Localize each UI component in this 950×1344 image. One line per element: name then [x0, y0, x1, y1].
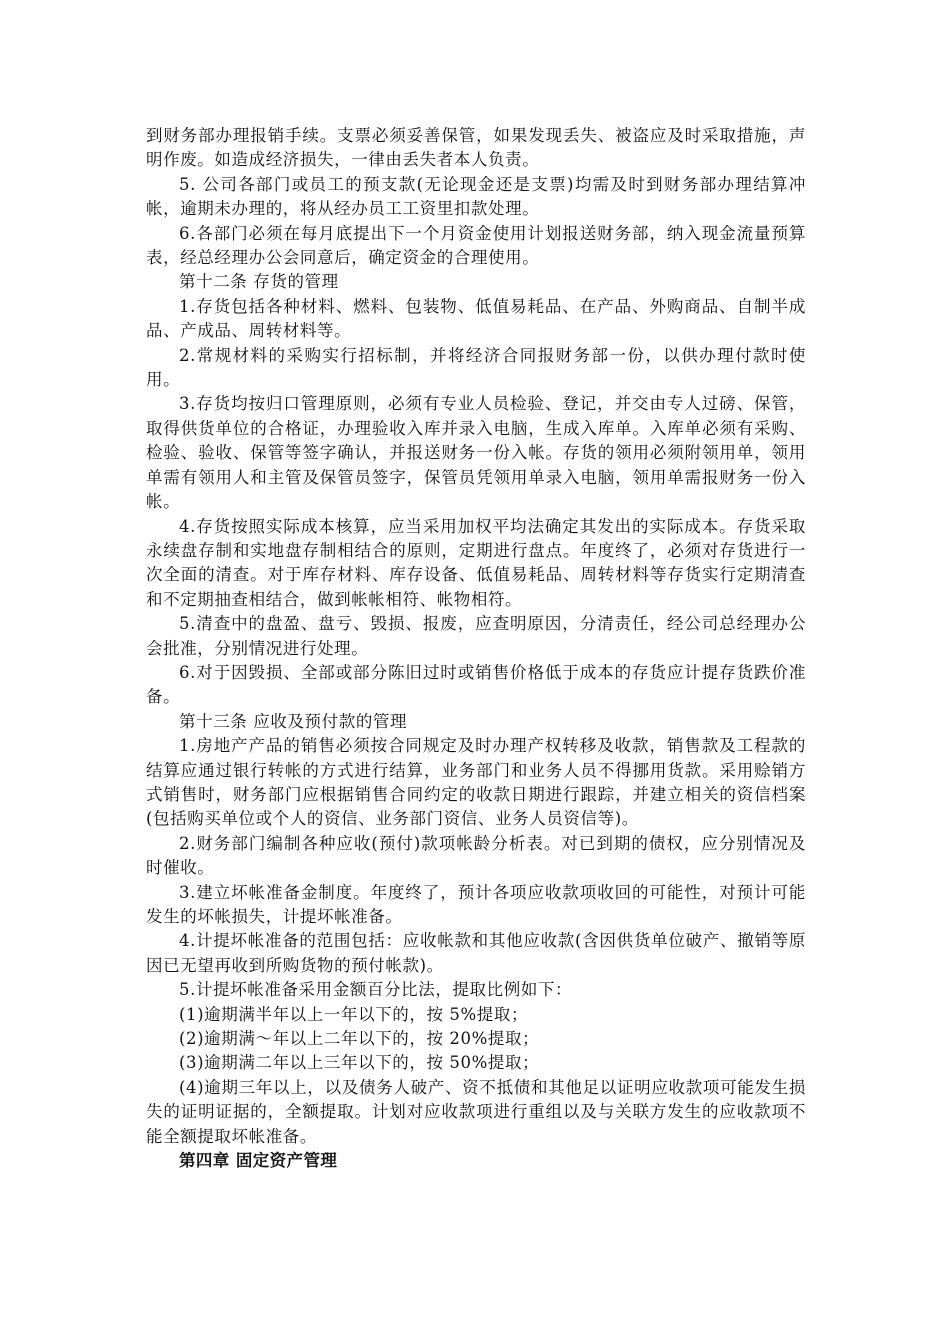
paragraph-inventory-3: 3.存货均按归口管理原则，必须有专业人员检验、登记，并交由专人过磅、保管，取得供货单位的合格证，办理验收入库并录入电脑，生成入库单。入库单必须有采购、检验、验收、保管等签字确认，并报送财务一份入帐。存货的领用必须附领用单，领用单需有领用人和主管及保管员签字，保管员凭领用单录入电脑，领用单需报财务一份入帐。: [146, 394, 806, 512]
list-item-ratio-3: (3)逾期满二年以上三年以下的，按 50%提取；: [179, 1053, 540, 1073]
paragraph-receivable-3: 3.建立坏帐准备金制度。年度终了，预计各项应收款项收回的可能性，对预计可能发生的坏帐损失，计提坏帐准备。: [146, 882, 806, 926]
chapter-4-heading: 第四章 固定资产管理: [179, 1151, 338, 1171]
paragraph-inventory-4: 4.存货按照实际成本核算，应当采用加权平均法确定其发出的实际成本。存货采取永续盘存制和实地盘存制相结合的原则，定期进行盘点。年度终了，必须对存货进行一次全面的清查。对于库存材料、库存设备、低值易耗品、周转材料等存货实行定期清查和不定期抽查相结合，做到帐帐相符、帐物相符。: [146, 516, 806, 609]
paragraph-item-6-fund-plan: 6.各部门必须在每月底提出下一个月资金使用计划报送财务部，纳入现金流量预算表，经总经理办公会同意后，确定资金的合理使用。: [146, 223, 806, 268]
article-13-heading: 第十三条 应收及预付款的管理: [179, 711, 408, 731]
paragraph-reimbursement-cont: 到财务部办理报销手续。支票必须妥善保管，如果发现丢失、被盗应及时采取措施，声明作废。如造成经济损失，一律由丢失者本人负责。: [146, 126, 806, 170]
paragraph-receivable-4: 4.计提坏帐准备的范围包括：应收帐款和其他应收款(含因供货单位破产、撤销等原因已无望再收到所购货物的预付帐款)。: [146, 931, 806, 975]
list-item-ratio-1: (1)逾期满半年以上一年以下的，按 5%提取；: [179, 1004, 529, 1024]
paragraph-inventory-1: 1.存货包括各种材料、燃料、包装物、低值易耗品、在产品、外购商品、自制半成品、产成品、周转材料等。: [146, 296, 806, 341]
paragraph-item-5-advance: 5. 公司各部门或员工的预支款(无论现金还是支票)均需及时到财务部办理结算冲帐，逾期未办理的，将从经办员工工资里扣款处理。: [146, 174, 806, 219]
list-item-ratio-4: (4)逾期三年以上，以及债务人破产、资不抵债和其他足以证明应收款项可能发生损失的证明证据的，全额提取。计划对应收款项进行重组以及与关联方发生的应收款项不能全额提取坏帐准备。: [146, 1077, 806, 1146]
list-item-ratio-2: (2)逾期满～年以上二年以下的，按 20%提取；: [179, 1029, 540, 1049]
paragraph-inventory-5: 5.清查中的盘盈、盘亏、毁损、报废，应查明原因，分清责任，经公司总经理办公会批准，分别情况进行处理。: [146, 614, 806, 658]
article-12-heading: 第十二条 存货的管理: [179, 272, 339, 292]
document-page: [146, 124, 806, 1173]
paragraph-receivable-5: 5.计提坏帐准备采用金额百分比法，提取比例如下：: [179, 980, 573, 1000]
paragraph-inventory-6: 6.对于因毁损、全部或部分陈旧过时或销售价格低于成本的存货应计提存货跌价准备。: [146, 662, 806, 707]
paragraph-inventory-2: 2.常规材料的采购实行招标制，并将经济合同报财务部一份，以供办理付款时使用。: [146, 345, 806, 390]
paragraph-receivable-2: 2.财务部门编制各种应收(预付)款项帐龄分析表。对已到期的债权，应分别情况及时催收。: [146, 833, 806, 878]
paragraph-receivable-1: 1.房地产产品的销售必须按合同规定及时办理产权转移及收款，销售款及工程款的结算应通过银行转帐的方式进行结算，业务部门和业务人员不得挪用货款。采用赊销方式销售时，财务部门应根据销售合同约定的收款日期进行跟踪，并建立相关的资信档案(包括购买单位或个人的资信、业务部门资信、业务人员资信等)。: [146, 736, 806, 829]
